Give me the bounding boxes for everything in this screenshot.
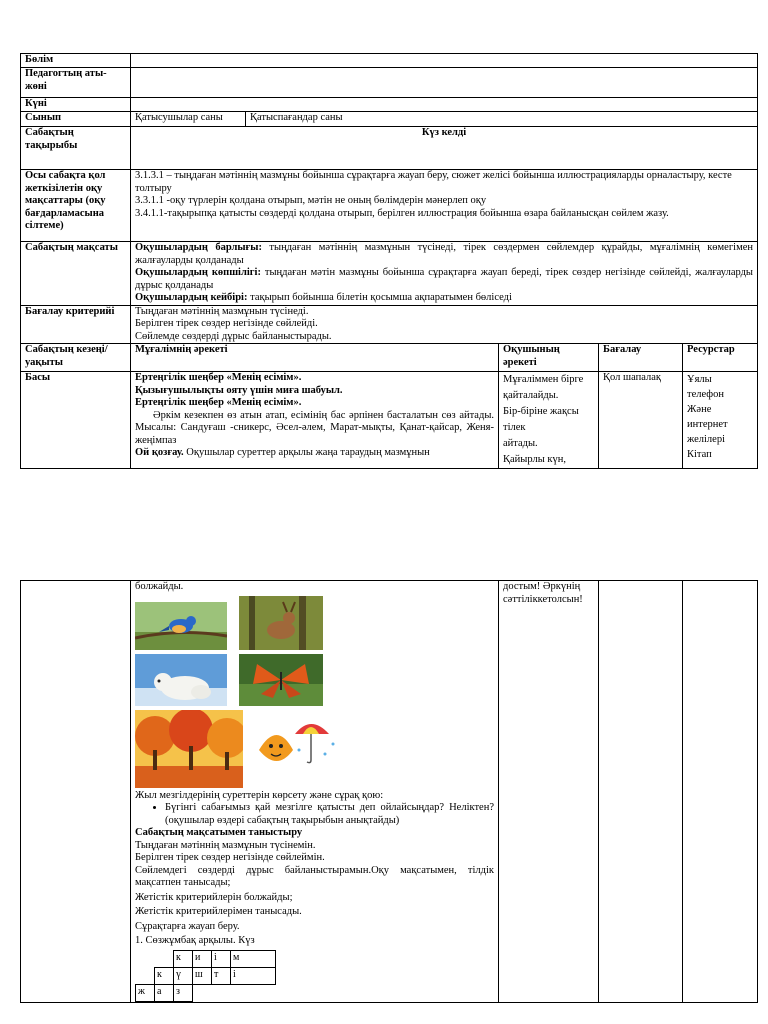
objectives-label: Осы сабақта қол жеткізілетін оқу мақсаттары (оқу бағдарламасына сілтеме) — [21, 170, 131, 242]
col-teacher: Мұғалімнің әрекеті — [131, 344, 499, 372]
col-resources: Ресурстар — [683, 344, 758, 372]
goal-label: Сабақтың мақсаты — [21, 242, 131, 306]
objectives-value — [131, 170, 758, 242]
criteria-item: Сөйлемде сөздерді дұрыс байланыстырады. — [135, 330, 332, 342]
butterfly-icon — [239, 654, 323, 706]
lesson-plan-continued — [20, 580, 758, 1003]
start-resources: Ұялы телефон Және интернет желілері Кітап — [683, 372, 758, 469]
question-item: • Бүгінгі сабағымыз қай мезгілге қатысты деп ойлайсыңдар? Неліктен?(оқушылар өздері сабақтың тақырыбын анықтайды) — [165, 802, 494, 827]
criteria-item: Берілген тірек сөздер негізінде сөйлейді. — [135, 318, 318, 329]
cont-stage — [21, 581, 131, 1003]
objective-item: 3.1.3.1 – тыңдаған мәтіннің мазмұны бойынша сұрақтарға жауап беру, сюжет желісі бойынша иллюстрацияларды орналастыру, кесте толтыру — [135, 170, 732, 194]
cont-teacher: болжайды. Жыл мезгілдерінің суреттерін көрсету және сұрақ қою: • Бүгінгі сабағымыз қай мезгілге қатысты деп ойлайсыңдар? Неліктен?(оқушылар өздері сабақтың тақырыбын анықтайды) Сабақтың мақсатымен таныстыру Тыңдаған мәтіннің мазмұнын түсінемін. Берілген тірек сөздер негізінде сөйлеймін. Сөйлемдегі сөздерді дұрыс байланыстырамын.Оқу мақсатымен, тілдік мақсатпен танысады; Жетістік критерийлерін болжайды; Жетістік критерийлерімен танысады. Сұрақтарға жауап беру. 1. Сөзжұмбақ арқылы. Күз к и і м к ү ш т і ж а з — [131, 581, 499, 1003]
show-pictures-text: Жыл мезгілдерінің суреттерін көрсету және сұрақ қою: — [135, 789, 384, 801]
date-label: Күні — [21, 98, 131, 112]
goal-some-label: Оқушылардың кейбірі: — [135, 292, 248, 303]
goal-all-text: тыңдаған мәтіннің мазмұнын түсінеді, тірек сөздермен сөйлемдер құрайды, мұғалімнің көмегімен жалғауларды қолданады — [135, 242, 753, 266]
col-stage: Сабақтың кезеңі/ уақыты — [21, 344, 131, 372]
question-list — [135, 802, 494, 827]
autumn-trees-icon — [135, 710, 243, 788]
deer-icon — [239, 596, 323, 650]
goal-some-text: тақырып бойынша білетін қосымша ақпаратымен бөліседі — [247, 292, 512, 303]
col-assessment: Бағалау — [599, 344, 683, 372]
cont-resources — [683, 581, 758, 1003]
crossword: к и і м к ү ш т і ж а з — [135, 950, 276, 1002]
class-label: Сынып — [21, 112, 131, 127]
leaf-umbrella-icon — [249, 710, 341, 782]
goal-value — [131, 242, 758, 306]
start-assessment: Қол шапалақ — [599, 372, 683, 469]
polar-bear-icon — [135, 654, 227, 706]
attendance-cell — [131, 112, 758, 127]
start-student: Мұғаліммен бірге қайталайды. Бір-біріне жақсы тілек айтады. Қайырлы күн, — [499, 372, 599, 469]
cont-student: достым! Әркүнің сәттіліккетолсын! — [499, 581, 599, 1003]
section-label: Бөлім — [21, 54, 131, 68]
present-label: Қатысушылар саны — [131, 112, 246, 126]
objective-item: 3.4.1.1-тақырыпқа қатысты сөздерді қолдана отырып, берілген иллюстрация бойынша өзара байланысқан сөйлем жазу. — [135, 207, 669, 219]
teacher-value — [131, 68, 758, 98]
start-stage: Басы — [21, 372, 131, 469]
criteria-label: Бағалау критерийі — [21, 305, 131, 344]
teacher-label: Педагогтың аты-жөні — [21, 68, 131, 98]
cont-assessment — [599, 581, 683, 1003]
criteria-value — [131, 305, 758, 344]
lesson-plan-table — [20, 53, 758, 469]
criteria-item: Тыңдаған мәтіннің мазмұнын түсінеді. — [135, 305, 309, 317]
topic-value: Күз келді — [131, 127, 758, 170]
col-student: Оқушының әрекеті — [499, 344, 599, 372]
goal-most-label: Оқушылардың көпшілігі: — [135, 267, 261, 278]
goal-all-label: Оқушылардың барлығы: — [135, 242, 262, 253]
season-pictures — [135, 596, 494, 776]
goal-most-text: тыңдаған мәтін мазмұны бойынша сұрақтарға жауап береді, тірек сөздер негізінде сөйлейді, жалғауларды дұрыс қолданады — [135, 267, 753, 291]
goal-heading: Сабақтың мақсатымен таныстыру — [135, 827, 303, 838]
start-teacher: Ертеңгілік шеңбер «Менің есімім». Қызығушылықты ояту үшін миға шабуыл. Ертеңгілік шеңбер «Менің есімім». Әркім кезекпен өз атын атап, есімінің бас әрпінен басталатын сөз айтады. Мысалы: Сандуғаш -сникерс, Әсел-әлем, Марат-мықты, Қанат-қайсар, Женя- жеңімпаз Ой қозғау. Оқушылар суреттер арқылы жаңа тараудың мазмұнын — [131, 372, 499, 469]
objective-item: 3.3.1.1 -оқу түрлерін қолдана отырып, мәтін не оның бөлімдерін мәнерлеп оқу — [135, 195, 487, 206]
section-value — [131, 54, 758, 68]
date-value — [131, 98, 758, 112]
bird-icon — [135, 602, 227, 650]
absent-label: Қатыспағандар саны — [250, 112, 343, 123]
topic-label: Сабақтың тақырыбы — [21, 127, 131, 170]
